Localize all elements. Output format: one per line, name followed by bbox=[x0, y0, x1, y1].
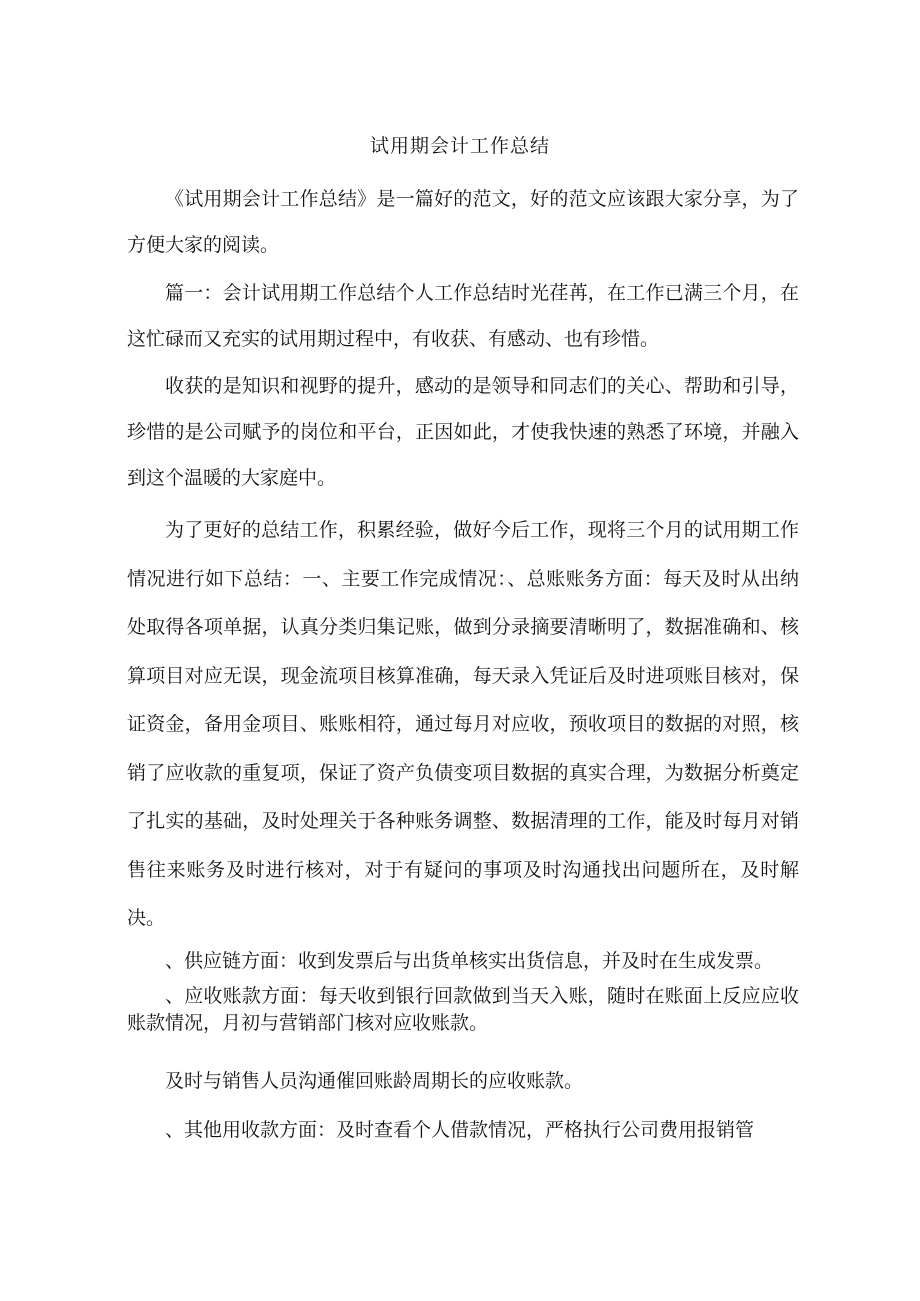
paragraph-harvest: 收获的是知识和视野的提升，感动的是领导和同志们的关心、帮助和引导，珍惜的是公司赋予的岗位和平台，正因如此，才使我快速的熟悉了环境，并融入到这个温暖的大家庭中。 bbox=[127, 375, 799, 489]
paragraph-receivables: 、应收账款方面：每天收到银行回款做到当天入账，随时在账面上反应应收账款情况，月初与营销部门核对应收账款。 bbox=[127, 985, 799, 1034]
paragraph-summary: 为了更好的总结工作，积累经验，做好今后工作，现将三个月的试用期工作情况进行如下总结：一、主要工作完成情况：、总账账务方面：每天及时从出纳处取得各项单据，认真分类归集记账，做到分录摘要清晰明了，数据准确和、核算项目对应无误，现金流项目核算准确，每天录入凭证后及时进项账目核对，保证资金，备用金项目、账账相符，通过每月对应收，预收项目的数据的对照，核销了应收款的重复项，保证了资产负债变项目数据的真实合理，为数据分析奠定了扎实的基础，及时处理关于各种账务调整、数据清理的工作，能及时每月对销售往来账务及时进行核对，对于有疑问的事项及时沟通找出问题所在，及时解决。 bbox=[127, 519, 799, 929]
paragraph-part-one: 篇一：会计试用期工作总结个人工作总结时光荏苒，在工作已满三个月，在这忙碌而又充实的试用期过程中，有收获、有感动、也有珍惜。 bbox=[127, 282, 799, 350]
paragraph-supply-chain: 、供应链方面：收到发票后与出货单核实出货信息，并及时在生成发票。 bbox=[165, 950, 774, 972]
paragraph-follow-up: 及时与销售人员沟通催回账龄周期长的应收账款。 bbox=[165, 1070, 584, 1092]
paragraph-other-payments: 、其他用收款方面：及时查看个人借款情况，严格执行公司费用报销管 bbox=[165, 1119, 755, 1141]
paragraph-intro: 《试用期会计工作总结》是一篇好的范文，好的范文应该跟大家分享，为了方便大家的阅读。 bbox=[127, 188, 799, 256]
document-title: 试用期会计工作总结 bbox=[369, 135, 550, 157]
